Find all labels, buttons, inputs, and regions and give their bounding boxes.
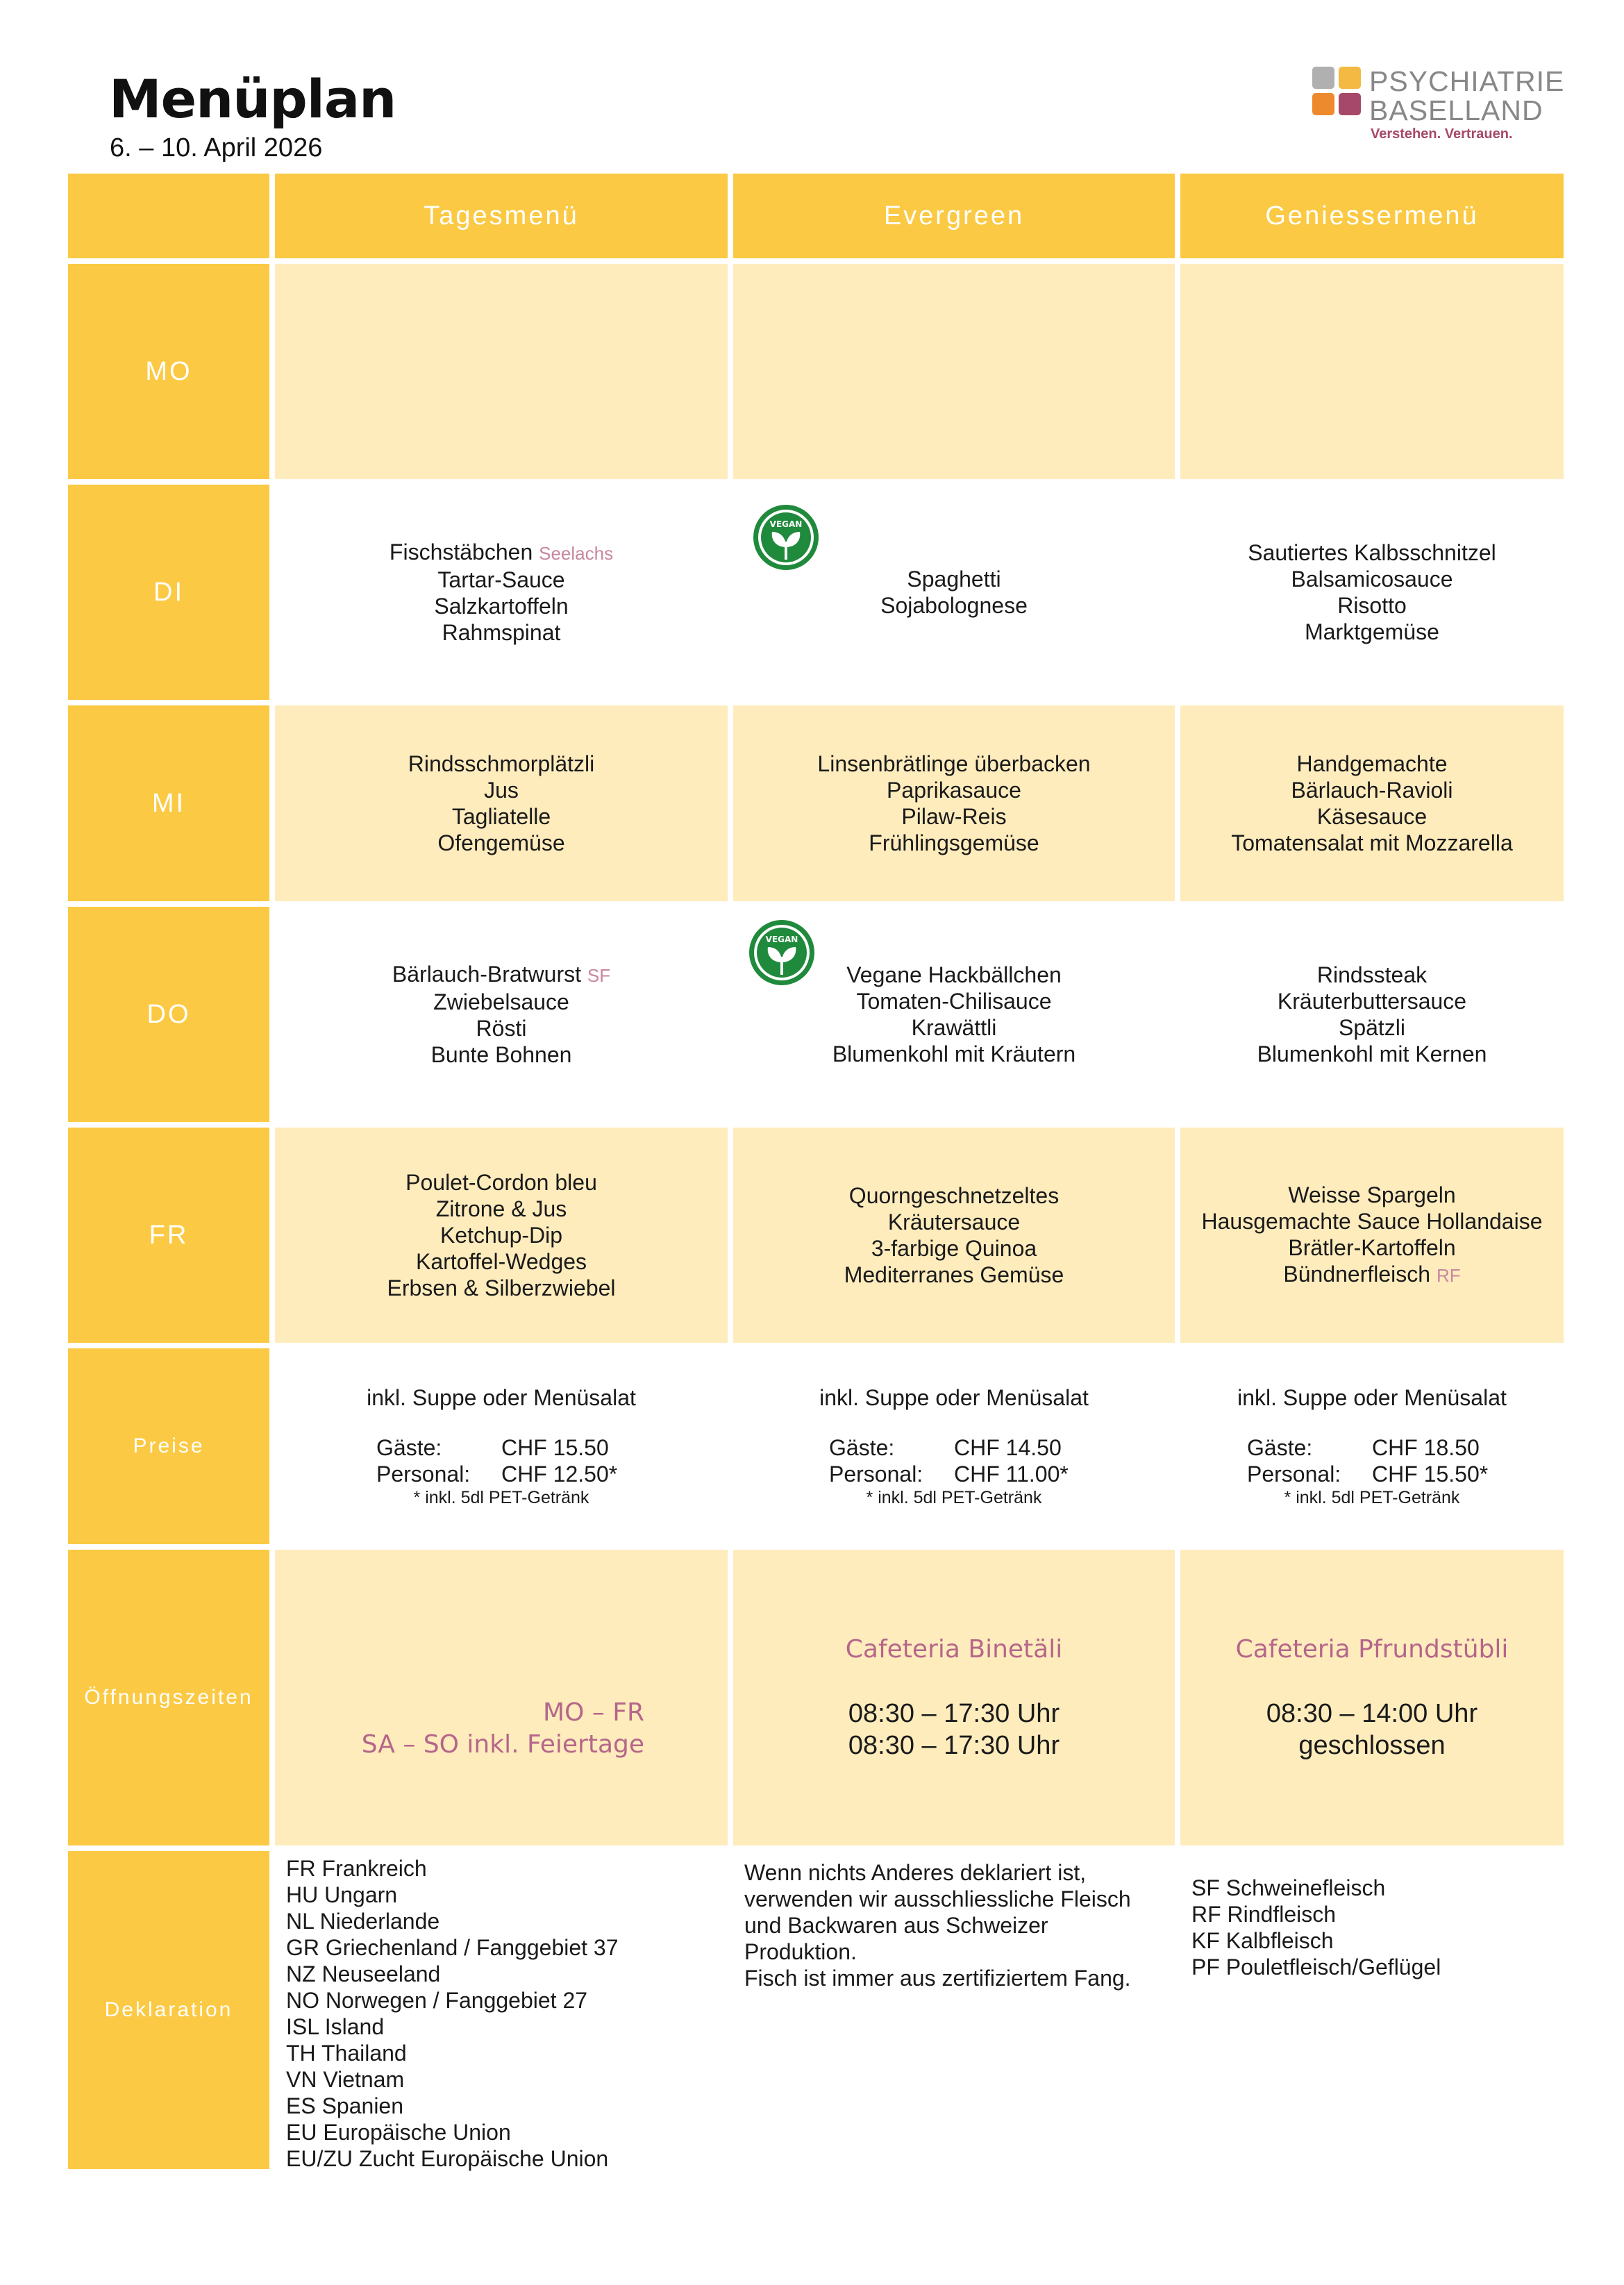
cell-fr-gen bbox=[1180, 1128, 1564, 1343]
country-item: FR Frankreich bbox=[286, 1856, 427, 1881]
dish-line: Krawättli bbox=[911, 1015, 997, 1040]
dish-line: Tomaten-Chilisauce bbox=[856, 989, 1052, 1014]
price-note: * inkl. 5dl PET-Getränk bbox=[413, 1488, 589, 1507]
dish-line: Blumenkohl mit Kernen bbox=[1257, 1041, 1487, 1066]
decl-text-line: Produktion. bbox=[744, 1939, 857, 1964]
hours-weekend: geschlossen bbox=[1298, 1731, 1446, 1760]
dish-line: Rindssteak bbox=[1316, 962, 1428, 987]
meat-tag: RF bbox=[1436, 1265, 1461, 1286]
guests-label: Gäste: bbox=[829, 1435, 895, 1460]
dish-line: Rösti bbox=[476, 1016, 527, 1041]
price-guests-row bbox=[1180, 1434, 1564, 1461]
dish-line: Spätzli bbox=[1338, 1015, 1406, 1040]
logo-line1: PSYCHIATRIE bbox=[1369, 65, 1565, 97]
staff-price: CHF 12.50* bbox=[501, 1462, 618, 1487]
logo-square bbox=[1312, 93, 1334, 115]
staff-price: CHF 15.50* bbox=[1372, 1462, 1489, 1487]
dish-line: Ketchup-Dip bbox=[440, 1223, 563, 1248]
guests-price: CHF 15.50 bbox=[501, 1435, 609, 1460]
staff-label: Personal: bbox=[1247, 1462, 1341, 1487]
dish-line: Hausgemachte Sauce Hollandaise bbox=[1201, 1209, 1543, 1234]
price-staff-row bbox=[1180, 1461, 1564, 1487]
menu-table bbox=[68, 174, 1564, 2169]
cafeteria-name: Cafeteria Pfrundstübli bbox=[1235, 1635, 1509, 1664]
country-item: ISL Island bbox=[286, 2014, 385, 2039]
cell-decl-countries bbox=[275, 1851, 728, 2169]
dish-line: Rahmspinat bbox=[442, 620, 561, 645]
dish-line: Jus bbox=[484, 778, 519, 803]
hours-weekday: 08:30 – 17:30 Uhr bbox=[848, 1699, 1060, 1728]
dish-line: Mediterranes Gemüse bbox=[844, 1262, 1064, 1287]
dish-line: Ofengemüse bbox=[437, 830, 565, 855]
day-label-do: DO bbox=[68, 907, 269, 1122]
dish-line: Rindsschmorplätzli bbox=[408, 751, 595, 776]
logo bbox=[1312, 65, 1565, 143]
dish-line: Frühlingsgemüse bbox=[869, 830, 1039, 855]
cell-do-tages bbox=[275, 907, 728, 1122]
dish-line: Tomatensalat mit Mozzarella bbox=[1231, 830, 1513, 855]
cell-mo-gen bbox=[1180, 264, 1564, 479]
date-range: 6. – 10. April 2026 bbox=[110, 133, 323, 162]
dish-name: Bärlauch-Bratwurst bbox=[392, 962, 581, 987]
dish-line: Bärlauch-Ravioli bbox=[1291, 778, 1453, 803]
dish-line: Kartoffel-Wedges bbox=[415, 1249, 587, 1274]
cell-mi-tages bbox=[275, 705, 728, 901]
dish-line: Zitrone & Jus bbox=[435, 1196, 567, 1221]
cell-mo-tages bbox=[275, 264, 728, 479]
dish-line: Vegane Hackbällchen bbox=[846, 962, 1062, 987]
origin-tag: Seelachs bbox=[539, 543, 614, 564]
dish-line: Zwiebelsauce bbox=[433, 989, 569, 1014]
dish-line: Weisse Spargeln bbox=[1288, 1182, 1456, 1207]
cell-hours-pfrund bbox=[1180, 1550, 1564, 1845]
price-guests-row bbox=[275, 1434, 728, 1461]
cell-di-ever bbox=[733, 485, 1175, 700]
dish-line: Paprikasauce bbox=[887, 778, 1021, 803]
cafeteria-name: Cafeteria Binetäli bbox=[845, 1635, 1063, 1664]
cell-do-ever bbox=[733, 907, 1175, 1122]
price-note: * inkl. 5dl PET-Getränk bbox=[866, 1488, 1042, 1507]
dish-line: Blumenkohl mit Kräutern bbox=[832, 1041, 1076, 1066]
hours-days-weekday: MO – FR bbox=[542, 1698, 644, 1727]
dish-line bbox=[1283, 1261, 1460, 1289]
dish-line: Poulet-Cordon bleu bbox=[405, 1170, 597, 1195]
price-staff-row bbox=[733, 1461, 1175, 1487]
country-item: NZ Neuseeland bbox=[286, 1961, 441, 1986]
meat-item: RF Rindfleisch bbox=[1191, 1902, 1337, 1927]
row-label-oeffnungszeiten: Öffnungszeiten bbox=[68, 1550, 269, 1845]
dish-line: Kräuterbuttersauce bbox=[1277, 989, 1467, 1014]
hours-days-weekend: SA – SO inkl. Feiertage bbox=[361, 1730, 644, 1759]
day-label-fr: FR bbox=[68, 1128, 269, 1343]
dish-line: Handgemachte bbox=[1296, 751, 1448, 776]
country-item: EU Europäische Union bbox=[286, 2120, 511, 2145]
staff-label: Personal: bbox=[829, 1462, 923, 1487]
dish-line: Quorngeschnetzeltes bbox=[848, 1183, 1060, 1208]
country-item: NL Niederlande bbox=[286, 1909, 440, 1934]
dish-line: Sojabolognese bbox=[880, 593, 1028, 618]
cell-mi-gen bbox=[1180, 705, 1564, 901]
logo-line2: BASELLAND bbox=[1369, 94, 1543, 126]
meat-item: SF Schweinefleisch bbox=[1191, 1875, 1386, 1900]
price-guests-row bbox=[733, 1434, 1175, 1461]
guests-price: CHF 18.50 bbox=[1372, 1435, 1480, 1460]
cell-do-gen bbox=[1180, 907, 1564, 1122]
vegan-icon bbox=[747, 918, 817, 987]
vegan-icon-label: VEGAN bbox=[765, 935, 798, 944]
dish-line: Balsamicosauce bbox=[1291, 567, 1453, 592]
dish-line: Tagliatelle bbox=[451, 804, 551, 829]
cell-fr-ever bbox=[733, 1128, 1175, 1343]
meat-tag: SF bbox=[587, 965, 611, 986]
cell-price-ever bbox=[733, 1348, 1175, 1544]
header-empty bbox=[68, 174, 269, 258]
guests-label: Gäste: bbox=[376, 1435, 442, 1460]
dish-line: Erbsen & Silberzwiebel bbox=[387, 1275, 616, 1300]
cell-fr-tages bbox=[275, 1128, 728, 1343]
header-tagesmenu: Tagesmenü bbox=[275, 174, 728, 258]
country-item: EU/ZU Zucht Europäische Union bbox=[286, 2146, 609, 2171]
day-label-mo: MO bbox=[68, 264, 269, 479]
dish-line: Pilaw-Reis bbox=[901, 804, 1007, 829]
cell-hours-days bbox=[275, 1550, 728, 1845]
dish-line: Spaghetti bbox=[907, 567, 1001, 592]
cell-mo-ever bbox=[733, 264, 1175, 479]
logo-square bbox=[1339, 93, 1361, 115]
dish-name: Bündnerfleisch bbox=[1283, 1262, 1431, 1287]
header-evergreen: Evergreen bbox=[733, 174, 1175, 258]
price-staff-row bbox=[275, 1461, 728, 1487]
staff-label: Personal: bbox=[376, 1462, 471, 1487]
dish-line: Sautiertes Kalbsschnitzel bbox=[1248, 540, 1496, 565]
logo-square bbox=[1339, 67, 1361, 89]
page-title: Menüplan bbox=[109, 68, 396, 130]
country-item: GR Griechenland / Fanggebiet 37 bbox=[286, 1935, 619, 1960]
price-note: * inkl. 5dl PET-Getränk bbox=[1284, 1488, 1460, 1507]
vegan-icon-label: VEGAN bbox=[769, 519, 803, 529]
cell-di-tages bbox=[275, 485, 728, 700]
day-label-di: DI bbox=[68, 485, 269, 700]
cell-di-gen bbox=[1180, 485, 1564, 700]
header-geniessermenu: Geniessermenü bbox=[1180, 174, 1564, 258]
row-label-preise: Preise bbox=[68, 1348, 269, 1544]
cell-price-gen bbox=[1180, 1348, 1564, 1544]
dish-line: Risotto bbox=[1337, 593, 1407, 618]
guests-label: Gäste: bbox=[1247, 1435, 1313, 1460]
day-label-mi: MI bbox=[68, 705, 269, 901]
dish-line: 3-farbige Quinoa bbox=[871, 1236, 1037, 1261]
decl-text-line: verwenden wir ausschliessliche Fleisch bbox=[744, 1886, 1131, 1911]
cell-decl-meats bbox=[1180, 1851, 1564, 2169]
price-intro: inkl. Suppe oder Menüsalat bbox=[1237, 1385, 1507, 1410]
logo-square bbox=[1312, 67, 1334, 89]
decl-text-line: Fisch ist immer aus zertifiziertem Fang. bbox=[744, 1966, 1131, 1991]
dish-line: Linsenbrätlinge überbacken bbox=[817, 751, 1091, 776]
dish-name: Fischstäbchen bbox=[389, 539, 533, 564]
vegan-icon bbox=[751, 503, 821, 572]
country-item: VN Vietnam bbox=[286, 2067, 405, 2092]
dish-line: Bunte Bohnen bbox=[430, 1042, 572, 1067]
staff-price: CHF 11.00* bbox=[954, 1462, 1069, 1487]
logo-tagline: Verstehen. Vertrauen. bbox=[1371, 126, 1513, 142]
dish-line: Tartar-Sauce bbox=[437, 567, 565, 592]
dish-line: Brätler-Kartoffeln bbox=[1288, 1235, 1456, 1260]
row-label-deklaration: Deklaration bbox=[68, 1851, 269, 2169]
meat-item: PF Pouletfleisch/Geflügel bbox=[1191, 1955, 1441, 1980]
cell-decl-text bbox=[733, 1851, 1175, 2169]
dish-line bbox=[392, 961, 610, 989]
dish-line: Marktgemüse bbox=[1305, 619, 1439, 644]
guests-price: CHF 14.50 bbox=[954, 1435, 1062, 1460]
country-item: NO Norwegen / Fanggebiet 27 bbox=[286, 1988, 588, 2013]
hours-weekday: 08:30 – 14:00 Uhr bbox=[1266, 1699, 1478, 1728]
dish-line: Salzkartoffeln bbox=[434, 594, 569, 619]
dish-line: Kräutersauce bbox=[887, 1210, 1021, 1234]
country-item: TH Thailand bbox=[286, 2041, 407, 2066]
cell-mi-ever bbox=[733, 705, 1175, 901]
hours-weekend: 08:30 – 17:30 Uhr bbox=[848, 1731, 1060, 1760]
country-item: HU Ungarn bbox=[286, 1882, 398, 1907]
price-intro: inkl. Suppe oder Menüsalat bbox=[367, 1385, 636, 1410]
dish-line bbox=[390, 539, 613, 567]
country-item: ES Spanien bbox=[286, 2093, 404, 2118]
price-intro: inkl. Suppe oder Menüsalat bbox=[819, 1385, 1089, 1410]
dish-line: Käsesauce bbox=[1316, 804, 1428, 829]
decl-text-line: Wenn nichts Anderes deklariert ist, bbox=[744, 1860, 1087, 1885]
meat-item: KF Kalbfleisch bbox=[1191, 1928, 1334, 1953]
decl-text-line: und Backwaren aus Schweizer bbox=[744, 1913, 1048, 1938]
cell-hours-binetaeli bbox=[733, 1550, 1175, 1845]
cell-price-tages bbox=[275, 1348, 728, 1544]
